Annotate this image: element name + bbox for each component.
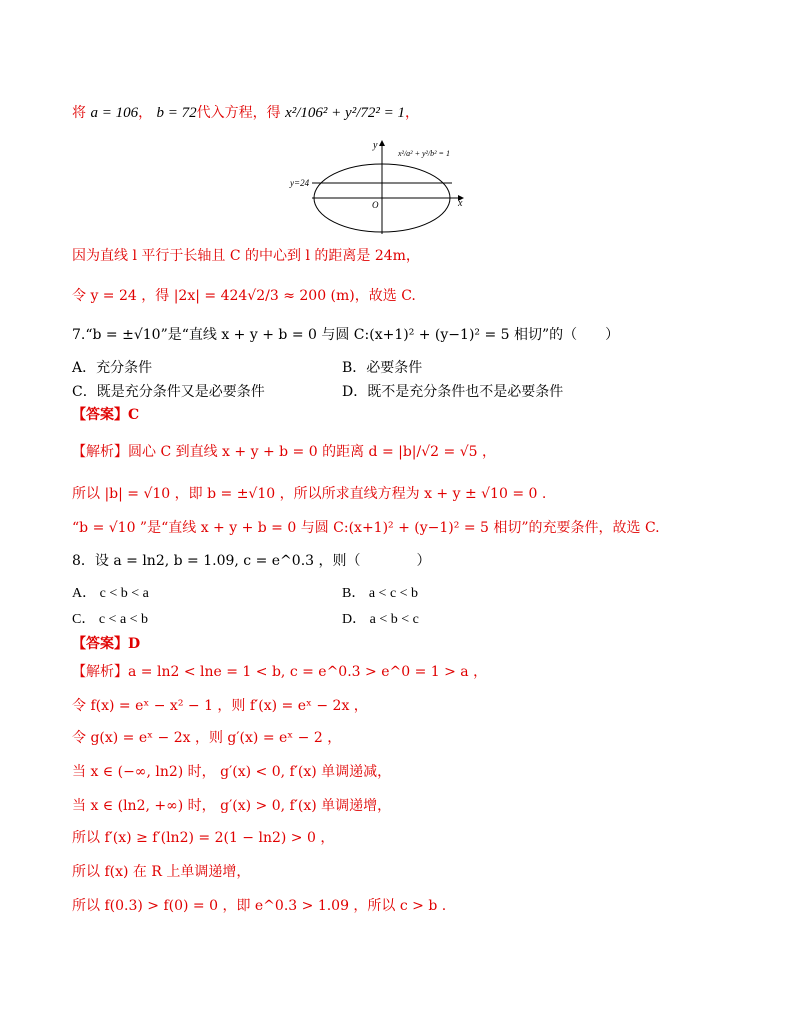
q7-option-d: D．既不是充分条件也不是必要条件 [342,384,564,400]
analysis-8-line-6: 所以 f′(x) ≥ f′(ln2) = 2(1 − ln2) > 0 ， [72,830,335,846]
line-substitute [72,103,419,123]
text-segment: ， [138,105,153,121]
question-8: 8．设 a = ln2, b = 1.09, c = e^0.3 ，则（ ） [72,553,431,569]
label-y24: y=24 [290,178,310,188]
q7-option-c: C．既是充分条件又是必要条件 [72,384,265,400]
analysis-8-line-7: 所以 f(x) 在 R 上单调递增， [72,864,251,880]
line-let-y: 令 y = 24 ，得 |2x| = 424√2/3 ≈ 200 (m)，故选 C. [72,288,416,304]
analysis-8-line-8: 所以 f(0.3) > f(0) = 0 ，即 e^0.3 > 1.09 ，所以 c > b . [72,898,447,914]
q7-option-b: B．必要条件 [342,360,423,376]
text-segment: ， [405,105,419,121]
answer-8: 【答案】D [72,636,141,652]
math-ellipse-eq: x²/106² + y²/72² = 1 [285,105,405,121]
label-x: x [458,198,463,209]
math-b: b = 72 [156,105,197,121]
analysis-8-line-2: 令 f(x) = eˣ − x² − 1 ，则 f′(x) = eˣ − 2x ， [72,698,368,714]
q8-option-c: C． c < a < b [72,612,149,627]
q7-option-a: A．充分条件 [72,360,153,376]
line-distance: 因为直线 l 平行于长轴且 C 的中心到 l 的距离是 24m， [72,248,420,264]
label-y: y [373,140,378,151]
question-7: 7.“b = ±√10”是“直线 x + y + b = 0 与圆 C:(x+1)² + (y−1)² = 5 相切”的（ ） [72,327,620,343]
text-segment: 将 [72,105,86,121]
math-a: a = 106 [90,105,139,121]
analysis-8-line-4: 当 x ∈ (−∞, ln2) 时， g′(x) < 0, f′(x) 单调递减， [72,764,392,780]
q8-option-d: D． a < b < c [342,612,419,627]
label-equation: x²/a² + y²/b² = 1 [398,149,450,158]
y-axis-arrow [379,140,385,146]
analysis-7-line-2: 所以 |b| = √10 ，即 b = ±√10 ，所以所求直线方程为 x + y ± √10 = 0 . [72,486,547,502]
q8-option-b: B． a < c < b [342,586,419,601]
answer-7: 【答案】C [72,407,140,423]
analysis-7-line-3: “b = √10 ”是“直线 x + y + b = 0 与圆 C:(x+1)² + (y−1)² = 5 相切”的充要条件，故选 C. [72,520,660,536]
ellipse-figure [288,138,478,236]
analysis-7-line-1: 【解析】圆心 C 到直线 x + y + b = 0 的距离 d = |b|/√2 = √5 ， [72,444,496,460]
analysis-8-line-1: 【解析】a = ln2 < lne = 1 < b, c = e^0.3 > e^0 = 1 > a ， [72,664,488,680]
text-segment: 代入方程，得 [196,105,281,121]
q8-option-a: A． c < b < a [72,586,149,601]
label-origin: O [372,200,379,210]
analysis-8-line-5: 当 x ∈ (ln2, +∞) 时， g′(x) > 0, f′(x) 单调递增， [72,798,392,814]
analysis-8-line-3: 令 g(x) = eˣ − 2x ，则 g′(x) = eˣ − 2 ， [72,730,342,746]
